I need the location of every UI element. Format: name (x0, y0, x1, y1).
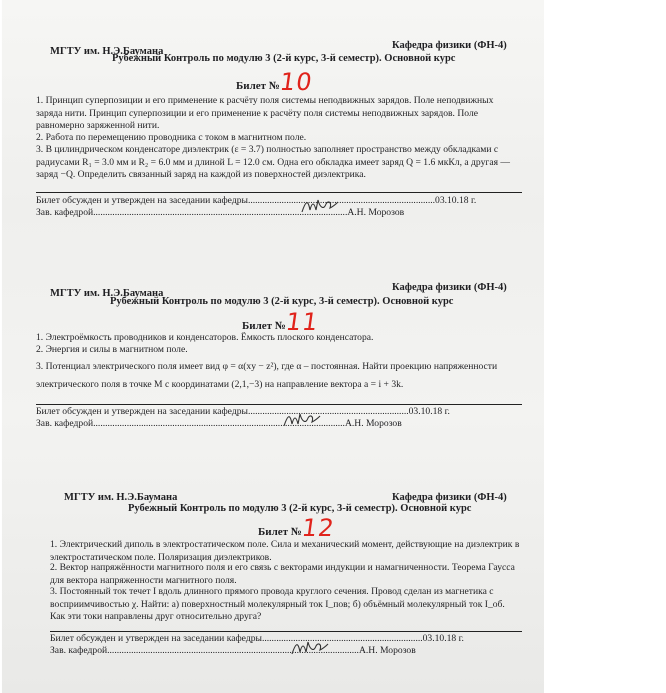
ticket-number-handwritten: 11 (284, 308, 321, 336)
signature (282, 410, 322, 430)
divider (36, 404, 522, 405)
head-of-department-line: Зав. кафедрой.........................................................................................................А.Н. Морозов (36, 418, 402, 429)
background-margin (544, 0, 666, 693)
signature (300, 196, 340, 216)
ticket-subtitle: Рубежный Контроль по модулю 3 (2-й курс, 3-й семестр). Основной курс (112, 53, 456, 64)
question-3: 3. Постоянный ток течет I вдоль длинного прямого провода круглого сечения. Провод сделан из магнетика с восприимчивостью χ. Найти: а) поверхностный молекулярный ток I_пов; б) объёмный молекулярный ток I_об. Как эти токи направлены друг относительно друга? (50, 586, 505, 622)
question-2: 2. Энергия и силы в магнитном поле. (36, 344, 188, 355)
university-name: МГТУ им. Н.Э.Баумана (50, 46, 164, 57)
ticket-label: Билет № (236, 80, 280, 92)
department-name: Кафедра физики (ФН-4) (392, 282, 507, 293)
ticket-label: Билет № (258, 526, 302, 538)
question-1: 1. Принцип суперпозиции и его применение к расчёту поля системы неподвижных зарядов. Поле неподвижных заряда нити. Принцип суперпозиции и его применение к расчёту поля системы неподвижных зарядов. Поле равномерно заряженной нити. (36, 95, 494, 131)
divider (50, 631, 522, 632)
ticket-number-handwritten: 12 (300, 514, 337, 542)
approval-line: Билет обсужден и утвержден на заседании кафедры...................................................................03.10.18 г. (50, 633, 464, 644)
ticket-subtitle: Рубежный Контроль по модулю 3 (2-й курс, 3-й семестр). Основной курс (110, 296, 454, 307)
question-2: 2. Работа по перемещению проводника с током в магнитном поле. (36, 132, 307, 143)
signature (290, 638, 330, 658)
university-name: МГТУ им. Н.Э.Баумана (50, 288, 164, 299)
question-3: 3. Потенциал электрического поля имеет вид φ = α(xy − z²), где α – постоянная. Найти проекцию напряженности электрического поля в точке M с координатами (2,1,−3) на направление вектора a = i + 3k. (36, 361, 498, 390)
question-1: 1. Электроёмкость проводников и конденсаторов. Ёмкость плоского конденсатора. (36, 332, 374, 343)
department-name: Кафедра физики (ФН-4) (392, 40, 507, 51)
head-of-department-line: Зав. кафедрой.........................................................................................................А.Н. Морозов (50, 645, 416, 656)
divider (36, 192, 522, 193)
ticket-title (242, 308, 321, 336)
ticket-title (236, 68, 315, 96)
university-name: МГТУ им. Н.Э.Баумана (64, 492, 178, 503)
ticket-number-handwritten: 10 (278, 68, 315, 96)
ticket-subtitle: Рубежный Контроль по модулю 3 (2-й курс, 3-й семестр). Основной курс (128, 503, 472, 514)
ticket-title (258, 514, 337, 542)
approval-line: Билет обсужден и утвержден на заседании кафедры...................................................................03.10.18 г. (36, 406, 450, 417)
head-of-department-line: Зав. кафедрой..........................................................................................................А.Н. Морозов (36, 207, 405, 218)
ticket-label: Билет № (242, 320, 286, 332)
question-2: 2. Вектор напряжённости магнитного поля и его связь с векторами индукции и намагниченности. Теорема Гаусса для вектора напряженности магнитного поля. (50, 562, 515, 586)
question-1: 1. Электрический диполь в электростатическом поле. Сила и механический момент, действующие на диэлектрик в электростатическом поле. Поляризация диэлектриков. (50, 539, 520, 563)
question-3: 3. В цилиндрическом конденсаторе диэлектрик (ε = 3.7) полностью заполняет пространство между обкладками с радиусами R₁ = 3.0 мм и R₂ = 6.0 мм и длиной L = 12.0 см. Одна его обкладка имеет заряд Q = 1.6 мкКл, а другая — заряд −Q. Определить связанный заряд на каждой из поверхностей диэлектрика. (36, 144, 510, 180)
department-name: Кафедра физики (ФН-4) (392, 492, 507, 503)
approval-line: Билет обсужден и утвержден на заседании кафедры..............................................................................03.10.18 г. (36, 195, 477, 206)
